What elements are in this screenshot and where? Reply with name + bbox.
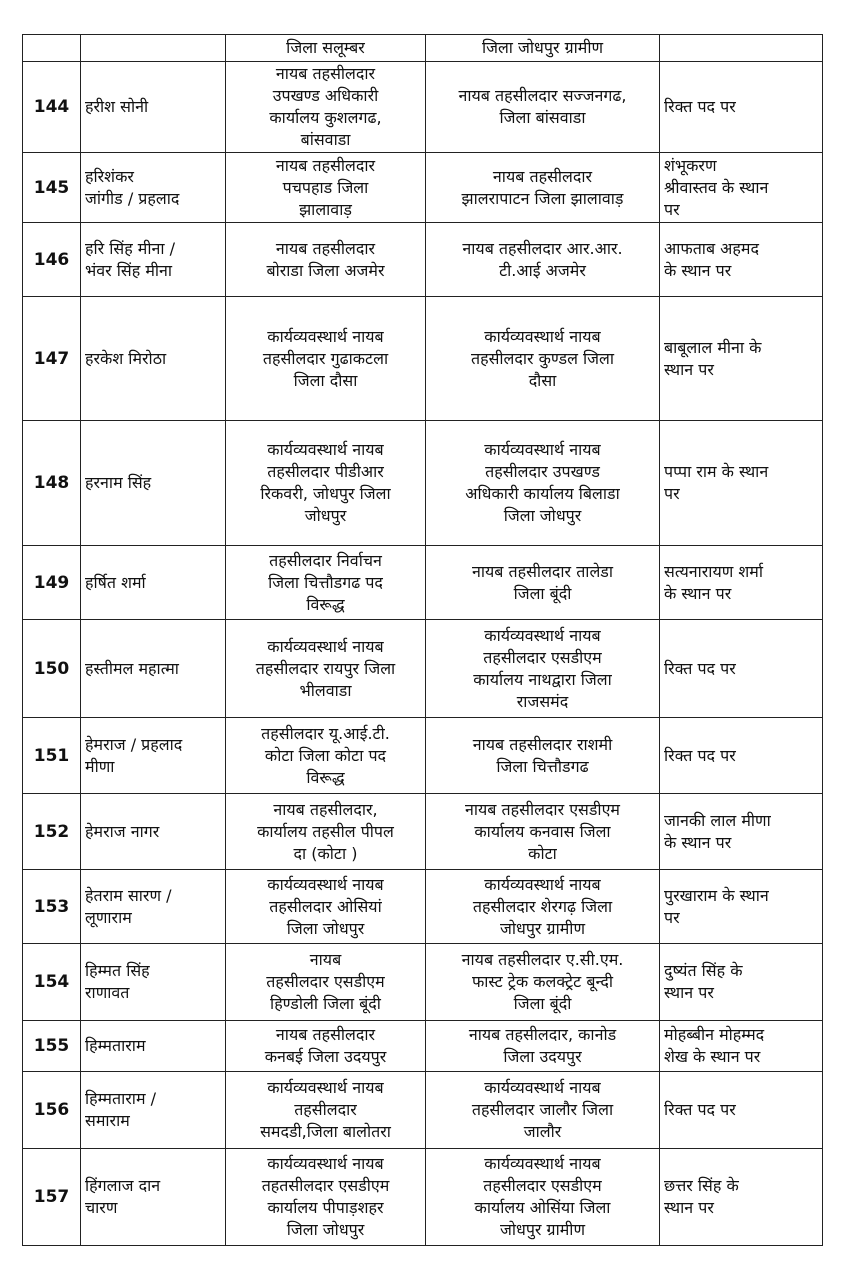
row-remark-line: शंभूकरण [664,155,717,175]
row-to-post-line: टी.आई अजमेर [499,260,586,280]
row-from-post [226,546,426,620]
row-name-line: हेतराम सारण / [85,885,172,905]
row-remark-line: पप्पा राम के स्थान [664,462,769,481]
row-name-line: हरनाम सिंह [85,473,152,492]
row-remark-line: रिक्त पद पर [664,658,736,678]
row-remark-line: बाबूलाल मीना के [664,337,762,357]
row-from-post-line: बोराडा जिला अजमेर [266,260,385,280]
row-number: 150 [23,620,81,718]
row-from-post-line: कार्यव्यवस्थार्थ नायब [267,440,384,459]
row-name [81,223,226,297]
row-remark [660,718,823,794]
row-number: 149 [23,546,81,620]
row-to-post-line: राजसमंद [516,691,569,711]
row-to-post-line: कार्यव्यवस्थार्थ नायब [484,326,601,346]
row-remark-line: जानकी लाल मीणा [664,810,771,830]
row-to-post-line: तहसीलदार एसडीएम [483,1176,602,1195]
row-from-post-line: तहतसीलदार एसडीएम [261,1176,390,1195]
row-remark [660,153,823,223]
row-remark-line: के स्थान पर [664,260,732,280]
row-to-post-line: नायब तहसीलदार राशमी [472,734,613,754]
row-from-post-line: नायब तहसीलदार [275,1025,376,1044]
row-remark-line: स्थान पर [664,1198,714,1217]
row-from-post [226,223,426,297]
row-number: 157 [23,1149,81,1246]
row-to-post-line: जिला जोधपुर [503,506,582,525]
row-from-post-line: दा (कोटा ) [293,843,358,863]
row-to-post-line: नायब तहसीलदार आर.आर. [462,238,623,258]
header-row [23,35,823,62]
row-remark [660,62,823,153]
row-from-post-line: विरूद्ध [306,594,345,614]
table-row [23,1149,823,1246]
row-to-post-line: जिला उदयपुर [503,1047,582,1066]
row-to-post-line: कोटा [528,843,557,863]
header-cell-number [23,35,81,62]
row-to-post-line: जिला बूंदी [513,583,572,603]
row-from-post-line: समदडी,जिला बालोतरा [260,1122,391,1141]
row-to-post [426,62,660,153]
row-from-post-line: नायब तहसीलदार [275,64,376,83]
row-from-post-line: जिला चित्तौडगढ पद [268,572,383,592]
row-number: 155 [23,1021,81,1072]
row-to-post [426,620,660,718]
row-to-post-line: जिला बांसवाडा [499,108,586,127]
row-to-post-line: जालौर [523,1122,562,1141]
row-name [81,870,226,944]
table-row [23,223,823,297]
row-number: 147 [23,297,81,421]
row-remark [660,223,823,297]
table-row [23,944,823,1021]
row-remark-line: पुरखाराम के स्थान [664,885,769,905]
row-name [81,794,226,870]
row-remark-line: के स्थान पर [664,583,732,603]
row-from-post-line: जिला जोधपुर [286,1220,365,1239]
row-to-post-line: जिला बूंदी [513,994,572,1013]
header-cell-remark [660,35,823,62]
row-from-post-line: नायब [309,950,342,969]
row-name-line: समाराम [85,1111,130,1130]
row-name-line: हस्तीमल महात्मा [85,658,179,678]
row-remark [660,1149,823,1246]
row-remark-line: शेख के स्थान पर [664,1047,761,1066]
row-from-post-line: कनबई जिला उदयपुर [264,1047,387,1066]
row-name [81,1021,226,1072]
row-from-post [226,1072,426,1149]
row-name-line: हरीश सोनी [85,97,149,116]
row-to-post-line: जोधपुर ग्रामीण [499,1220,586,1239]
row-to-post [426,1072,660,1149]
row-remark-line: मोहब्बीन मोहम्मद [664,1025,765,1044]
table-row [23,421,823,546]
row-name-line: राणावत [85,983,130,1002]
row-remark [660,620,823,718]
row-remark [660,870,823,944]
row-to-post-line: नायब तहसीलदार, कानोड [468,1025,617,1044]
table-row [23,1072,823,1149]
row-from-post-line: कार्यालय कुशलगढ, [269,108,382,127]
row-to-post-line: नायब तहसीलदार सज्जनगढ, [458,86,627,105]
row-to-post-line: कार्यालय कनवास जिला [474,821,611,841]
row-name [81,62,226,153]
row-from-post [226,1021,426,1072]
row-name-line: चारण [85,1198,118,1217]
row-from-post [226,870,426,944]
row-name-line: मीणा [85,756,115,776]
row-name-line: हेमराज / प्रहलाद [85,734,183,754]
row-from-post-line: कार्यव्यवस्थार्थ नायब [267,1078,384,1097]
row-remark-line: सत्यनारायण शर्मा [664,561,763,581]
row-to-post-line: नायब तहसीलदार [492,166,593,186]
row-name-line: हिम्मत सिंह [85,961,150,980]
row-remark-line: आफताब अहमद [664,238,759,258]
row-name-line: हरि सिंह मीना / [85,238,176,258]
row-to-post-line: कार्यालय नाथद्वारा जिला [473,669,612,689]
row-remark [660,421,823,546]
row-from-post-line: तहसीलदार ओसियां [269,896,382,916]
row-from-post-line: कार्यव्यवस्थार्थ नायब [267,874,384,894]
row-remark-line: पर [664,907,680,927]
table-row [23,870,823,944]
row-from-post [226,620,426,718]
row-name-line: लूणाराम [85,907,132,927]
row-from-post-line: तहसीलदार एसडीएम [266,972,385,991]
row-to-post [426,718,660,794]
row-name [81,153,226,223]
row-to-post-line: कार्यव्यवस्थार्थ नायब [484,1154,601,1173]
row-name-line: भंवर सिंह मीना [85,260,173,280]
row-from-post-line: तहसीलदार निर्वाचन [269,550,382,570]
row-name [81,297,226,421]
row-from-post-line: झालावाड़ [299,199,352,219]
row-name [81,546,226,620]
row-to-post-line: तहसीलदार कुण्डल जिला [470,348,615,368]
row-to-post [426,223,660,297]
row-to-post-line: तहसीलदार शेरगढ़ जिला [472,896,613,916]
row-name-line: हरिशंकर [85,166,134,186]
row-number: 156 [23,1072,81,1149]
table-row [23,794,823,870]
row-number: 154 [23,944,81,1021]
header-cell-name [81,35,226,62]
row-to-post-line: फास्ट ट्रेक कलक्ट्रेट बून्दी [471,972,614,991]
row-from-post [226,421,426,546]
row-remark [660,1021,823,1072]
row-to-post [426,1021,660,1072]
row-number: 152 [23,794,81,870]
row-from-post-line: कोटा जिला कोटा पद [264,745,387,765]
table-row [23,718,823,794]
row-name [81,1072,226,1149]
row-name-line: हिम्मताराम [85,1036,146,1055]
row-remark [660,794,823,870]
row-remark-line: स्थान पर [664,359,714,379]
row-name-line: जांगीड / प्रहलाद [85,188,180,208]
row-from-post-line: रिकवरी, जोधपुर जिला [260,484,391,503]
row-remark-line: रिक्त पद पर [664,97,736,116]
row-from-post-line: उपखण्ड अधिकारी [272,86,379,105]
row-name [81,718,226,794]
row-from-post-line: कार्यव्यवस्थार्थ नायब [267,636,384,656]
row-number: 148 [23,421,81,546]
row-from-post-line: विरूद्ध [306,767,345,787]
row-from-post-line: बांसवाडा [300,130,351,149]
row-to-post-line: कार्यालय ओसिंया जिला [474,1198,611,1217]
row-from-post-line: नायब तहसीलदार [275,238,376,258]
row-remark [660,297,823,421]
row-from-post-line: भीलवाडा [299,680,352,700]
row-to-post-line: जोधपुर ग्रामीण [499,918,586,938]
row-to-post-line: जिला चित्तौडगढ [496,756,589,776]
row-to-post [426,1149,660,1246]
row-to-post [426,546,660,620]
row-number: 153 [23,870,81,944]
row-to-post-line: कार्यव्यवस्थार्थ नायब [484,625,601,645]
row-name [81,620,226,718]
row-name-line: हर्षित शर्मा [85,572,146,592]
row-from-post [226,1149,426,1246]
row-from-post-line: जिला जोधपुर [286,918,365,938]
table-row [23,153,823,223]
row-from-post-line: तहसीलदार रायपुर जिला [255,658,396,678]
row-to-post [426,153,660,223]
row-name-line: हिम्मताराम / [85,1089,156,1108]
row-from-post-line: तहसीलदार पीडीआर [267,462,384,481]
row-name-line: हिंगलाज दान [85,1176,161,1195]
row-to-post-line: कार्यव्यवस्थार्थ नायब [484,440,601,459]
row-from-post-line: नायब तहसीलदार, [273,799,378,819]
header-cell-to-district: जिला जोधपुर ग्रामीण [426,35,660,62]
row-to-post-line: नायब तहसीलदार एसडीएम [464,799,620,819]
row-number: 146 [23,223,81,297]
row-from-post-line: कार्यालय तहसील पीपल [257,821,394,841]
row-to-post [426,870,660,944]
row-to-post-line: नायब तहसीलदार तालेडा [471,561,614,581]
row-to-post-line: अधिकारी कार्यालय बिलाडा [465,484,620,503]
row-name [81,1149,226,1246]
row-to-post-line: दौसा [528,370,557,390]
table-row [23,62,823,153]
row-from-post-line: कार्यव्यवस्थार्थ नायब [267,326,384,346]
row-remark-line: रिक्त पद पर [664,745,736,765]
row-remark-line: छत्तर सिंह के [664,1176,739,1195]
row-from-post [226,153,426,223]
row-to-post-line: नायब तहसीलदार ए.सी.एम. [461,950,624,969]
row-remark-line: के स्थान पर [664,832,732,852]
row-name-line: हेमराज नागर [85,821,160,841]
row-from-post [226,62,426,153]
row-to-post-line: तहसीलदार एसडीएम [483,647,602,667]
row-to-post [426,794,660,870]
row-from-post [226,297,426,421]
table-row [23,1021,823,1072]
row-to-post [426,297,660,421]
row-number: 144 [23,62,81,153]
row-name-line: हरकेश मिरोठा [85,348,167,368]
row-to-post-line: तहसीलदार जालौर जिला [471,1100,614,1119]
row-to-post [426,421,660,546]
row-from-post-line: जिला दौसा [293,370,358,390]
row-to-post-line: कार्यव्यवस्थार्थ नायब [484,1078,601,1097]
row-from-post-line: तहसीलदार यू.आई.टी. [261,723,390,743]
row-remark-line: रिक्त पद पर [664,1100,736,1119]
row-from-post-line: पचपहाड जिला [282,177,369,197]
table-row [23,546,823,620]
row-remark-line: स्थान पर [664,983,714,1002]
row-name [81,944,226,1021]
row-number: 145 [23,153,81,223]
row-from-post-line: कार्यव्यवस्थार्थ नायब [267,1154,384,1173]
row-number: 151 [23,718,81,794]
row-from-post [226,718,426,794]
header-cell-from-district: जिला सलूम्बर [226,35,426,62]
row-to-post-line: झालरापाटन जिला झालावाड़ [461,188,624,208]
row-from-post-line: तहसीलदार [294,1100,357,1119]
row-remark [660,546,823,620]
row-from-post [226,794,426,870]
row-to-post-line: तहसीलदार उपखण्ड [485,462,600,481]
row-from-post-line: तहसीलदार गुढाकटला [262,348,389,368]
row-from-post-line: कार्यालय पीपाड़शहर [267,1198,384,1217]
table-row [23,297,823,421]
row-from-post-line: हिण्डोली जिला बूंदी [270,994,381,1013]
row-remark-line: पर [664,484,680,503]
row-to-post [426,944,660,1021]
row-remark-line: पर [664,199,680,219]
row-remark-line: दुष्यंत सिंह के [664,961,743,980]
transfer-table [22,34,823,1246]
table-row [23,620,823,718]
row-remark-line: श्रीवास्तव के स्थान [664,177,769,197]
row-remark [660,1072,823,1149]
row-from-post [226,944,426,1021]
row-to-post-line: कार्यव्यवस्थार्थ नायब [484,874,601,894]
row-from-post-line: जोधपुर [304,506,347,525]
row-from-post-line: नायब तहसीलदार [275,155,376,175]
row-remark [660,944,823,1021]
row-name [81,421,226,546]
